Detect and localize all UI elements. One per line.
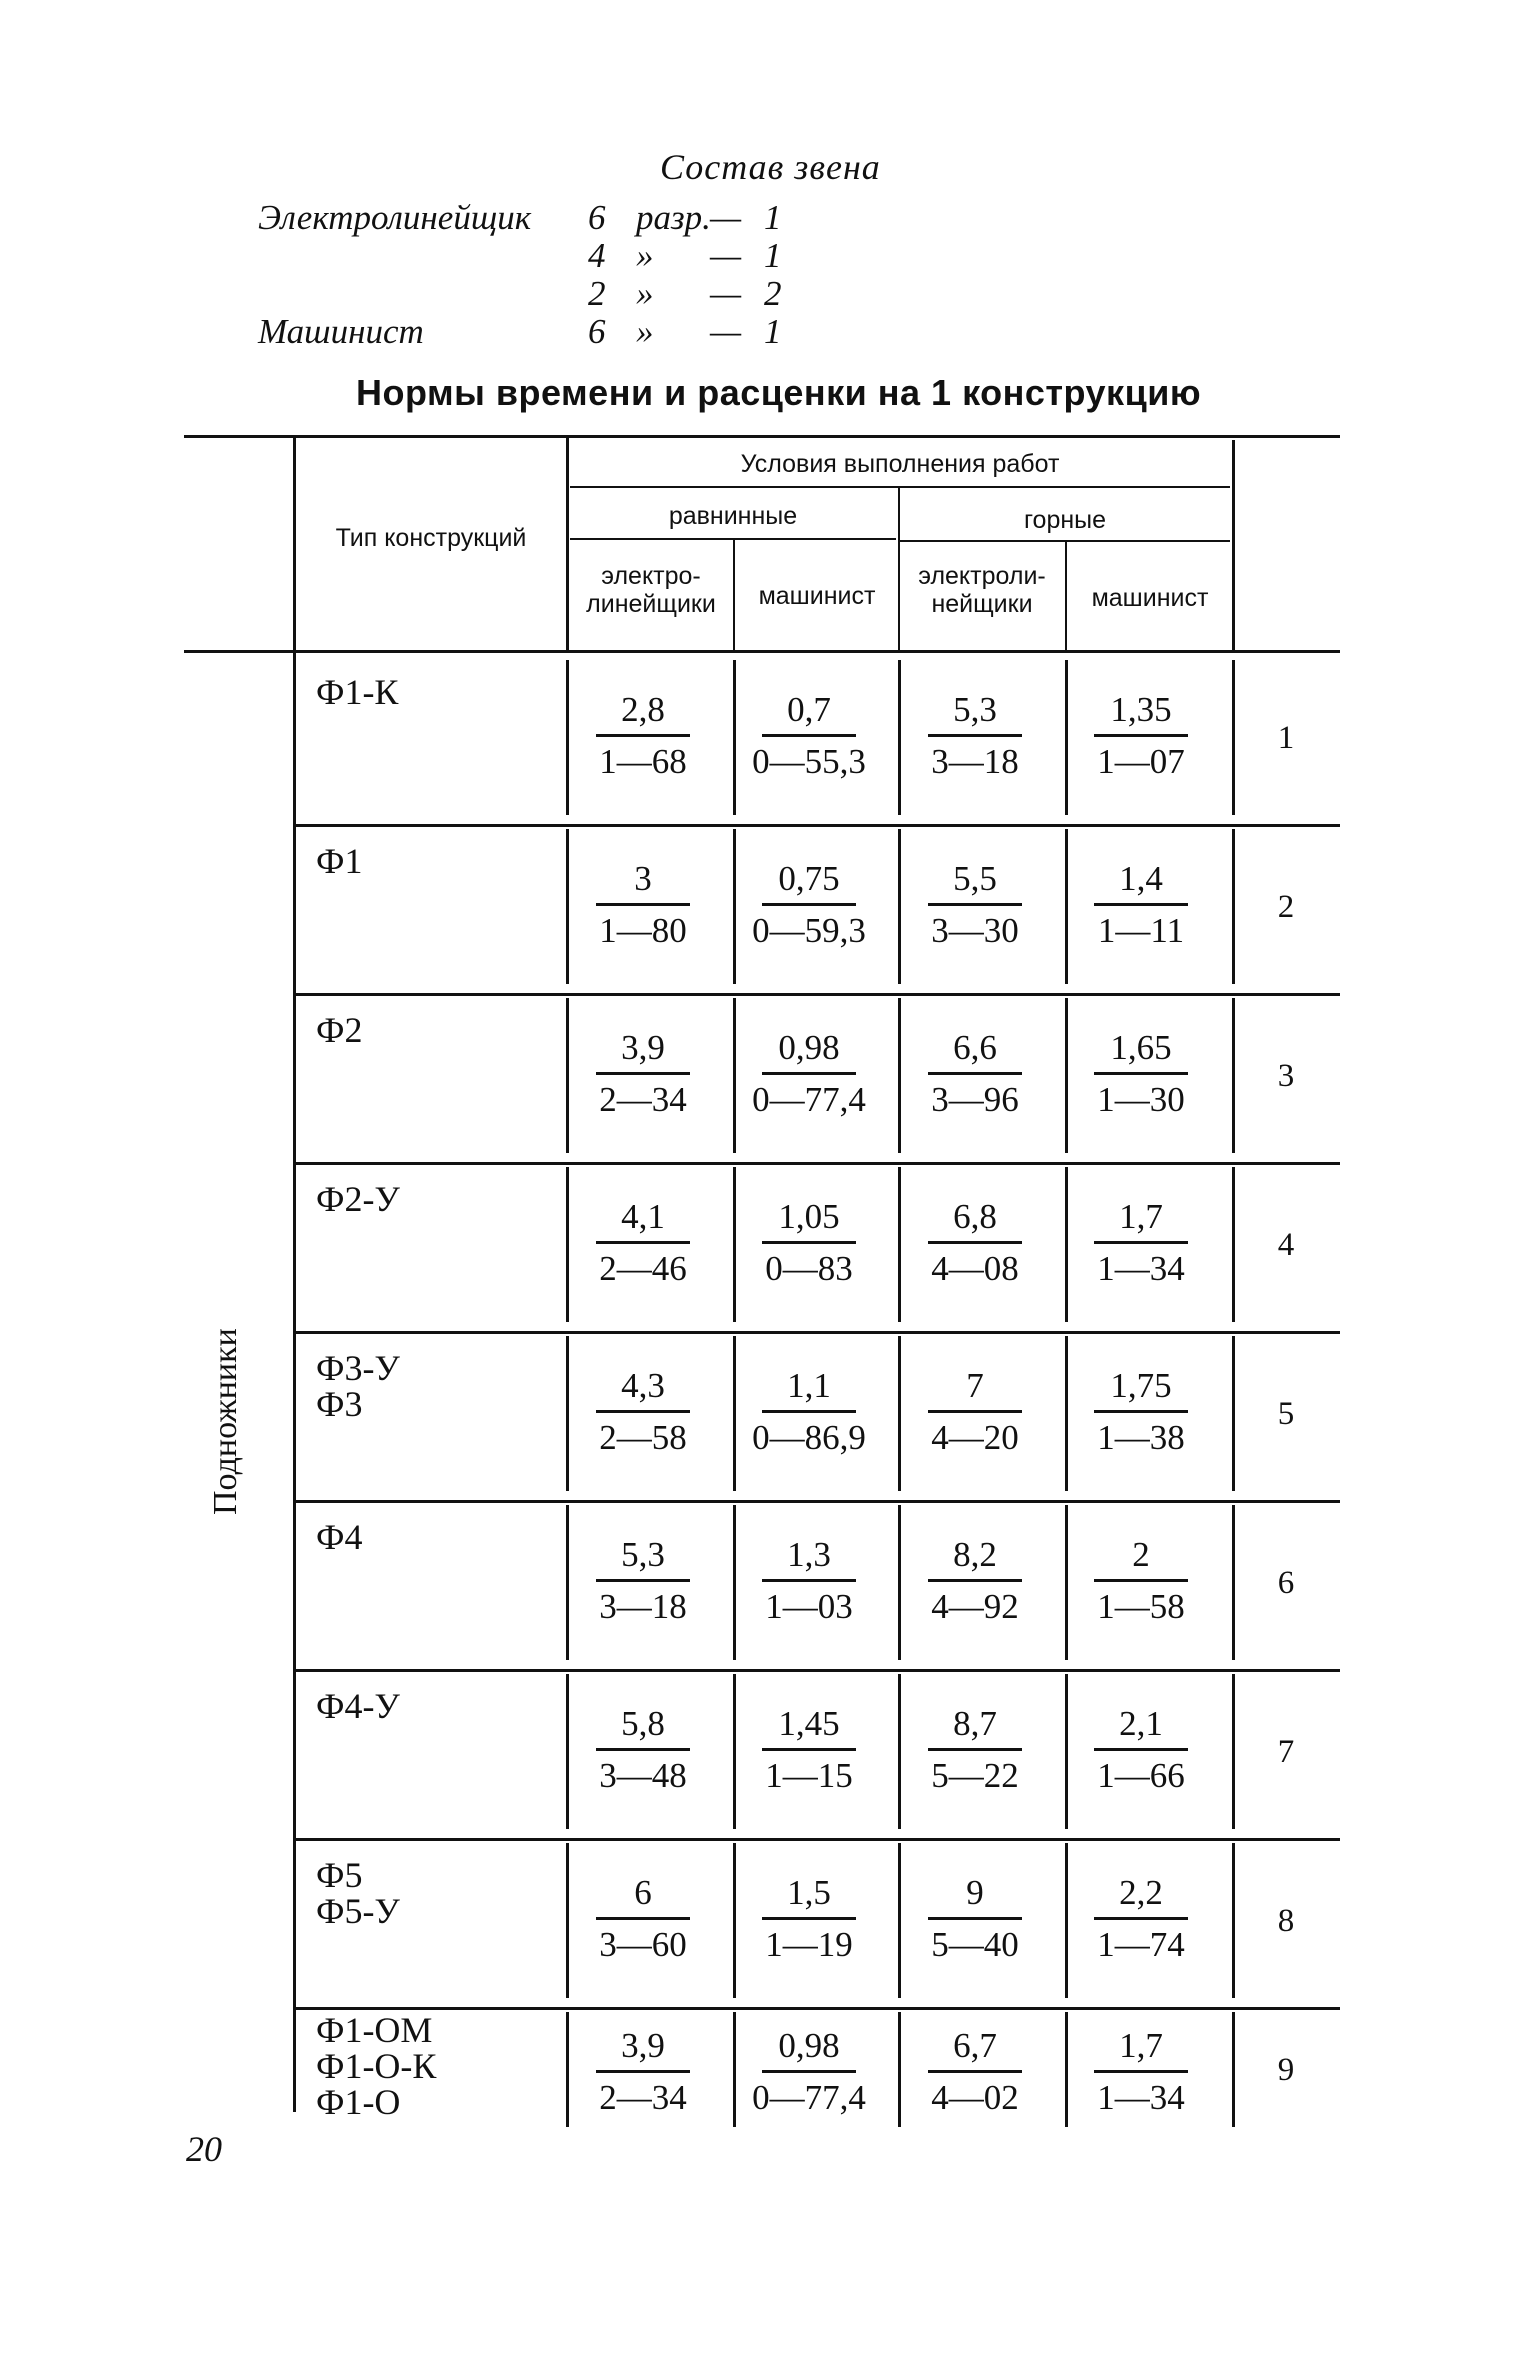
rate-value: 1—34	[1097, 1249, 1185, 1288]
row-number: 1	[1277, 720, 1295, 756]
cell-rule	[566, 1843, 569, 1998]
cell-rule	[1232, 1167, 1235, 1322]
rate-value: 1—30	[1097, 1080, 1185, 1119]
cell-rule	[1232, 2012, 1235, 2127]
mountain-operator-header: машинист	[1091, 584, 1209, 612]
rate-value: 1—68	[599, 742, 687, 781]
time-norm: 0,7	[787, 690, 831, 729]
page-number: 20	[186, 2129, 222, 2169]
construction-type: Ф5 Ф5-У	[316, 1855, 400, 1931]
cell-rule	[733, 829, 736, 984]
fraction-bar	[762, 1748, 856, 1751]
row-separator	[296, 1162, 1340, 1165]
rate-value: 2—34	[599, 1080, 687, 1119]
row-number: 4	[1277, 1227, 1295, 1263]
crew-count: 1	[764, 198, 782, 237]
crew-unit: разр.	[636, 198, 711, 237]
cell-rule	[566, 660, 569, 815]
cell-rule	[733, 998, 736, 1153]
crew-count: 1	[764, 312, 782, 351]
rate-value: 1—19	[765, 1925, 853, 1964]
cell-rule	[898, 1167, 901, 1322]
fraction-bar	[762, 1579, 856, 1582]
table-row	[296, 998, 1340, 1158]
time-norm: 5,3	[953, 690, 997, 729]
type-column-header: Тип конструкций	[335, 524, 527, 552]
crew-dash: —	[710, 274, 742, 313]
cell-rule	[1065, 1505, 1068, 1660]
table-row	[296, 1167, 1340, 1327]
cell-rule	[566, 1505, 569, 1660]
table-row	[296, 1843, 1340, 2003]
rate-value: 1—34	[1097, 2078, 1185, 2117]
rate-value: 0—59,3	[752, 911, 866, 950]
rate-value: 3—48	[599, 1756, 687, 1795]
rate-value: 4—08	[931, 1249, 1019, 1288]
row-separator	[296, 993, 1340, 996]
rate-value: 1—58	[1097, 1587, 1185, 1626]
fraction-bar	[928, 1072, 1022, 1075]
fraction-bar	[928, 734, 1022, 737]
cell-rule	[898, 1674, 901, 1829]
time-norm: 0,98	[778, 2026, 840, 2065]
table-title: Нормы времени и расценки на 1 конструкцию	[356, 372, 1202, 413]
table-row	[296, 1674, 1340, 1834]
row-separator	[296, 2007, 1340, 2010]
time-norm: 3,9	[621, 1028, 665, 1067]
time-norm: 1,4	[1119, 859, 1163, 898]
time-norm: 0,75	[778, 859, 840, 898]
crew-dash: —	[710, 198, 742, 237]
crew-count: 2	[764, 274, 782, 313]
time-norm: 2,2	[1119, 1873, 1163, 1912]
fraction-bar	[1094, 1579, 1188, 1582]
construction-type: Ф1-ОМ Ф1-О-К Ф1-О	[316, 2010, 437, 2122]
cell-rule	[898, 1843, 901, 1998]
time-norm: 0,98	[778, 1028, 840, 1067]
cell-rule	[1065, 1167, 1068, 1322]
time-norm: 1,5	[787, 1873, 831, 1912]
cell-rule	[566, 1674, 569, 1829]
rate-value: 0—77,4	[752, 1080, 866, 1119]
crew-grade: 2	[588, 274, 606, 313]
cell-rule	[566, 1336, 569, 1491]
crew-dash: —	[710, 312, 742, 351]
time-norm: 1,3	[787, 1535, 831, 1574]
time-norm: 1,75	[1110, 1366, 1172, 1405]
cell-rule	[898, 660, 901, 815]
fraction-bar	[1094, 1072, 1188, 1075]
fraction-bar	[596, 1748, 690, 1751]
fraction-bar	[1094, 734, 1188, 737]
rate-value: 4—20	[931, 1418, 1019, 1457]
fraction-bar	[762, 1917, 856, 1920]
time-norm: 4,1	[621, 1197, 665, 1236]
rate-value: 1—66	[1097, 1756, 1185, 1795]
time-norm: 1,05	[778, 1197, 840, 1236]
rate-value: 2—46	[599, 1249, 687, 1288]
construction-type: Ф4-У	[316, 1686, 400, 1726]
fraction-bar	[1094, 1410, 1188, 1413]
cell-rule	[566, 1167, 569, 1322]
time-norm: 6	[634, 1873, 652, 1912]
crew-title: Состав звена	[660, 147, 881, 187]
fraction-bar	[928, 2070, 1022, 2073]
header-rule-e	[1232, 440, 1235, 652]
time-norm: 3,9	[621, 2026, 665, 2065]
rate-value: 2—34	[599, 2078, 687, 2117]
cell-rule	[733, 1336, 736, 1491]
fraction-bar	[1094, 903, 1188, 906]
time-norm: 2	[1132, 1535, 1150, 1574]
time-norm: 1,45	[778, 1704, 840, 1743]
fraction-bar	[928, 1917, 1022, 1920]
row-number: 3	[1277, 1058, 1295, 1094]
cell-rule	[1232, 998, 1235, 1153]
rate-value: 1—38	[1097, 1418, 1185, 1457]
fraction-bar	[928, 1748, 1022, 1751]
fraction-bar	[1094, 2070, 1188, 2073]
row-number: 5	[1277, 1396, 1295, 1432]
cell-rule	[1065, 829, 1068, 984]
construction-type: Ф2-У	[316, 1179, 400, 1219]
cell-rule	[733, 1167, 736, 1322]
time-norm: 5,5	[953, 859, 997, 898]
cell-rule	[733, 1505, 736, 1660]
row-number: 6	[1277, 1565, 1295, 1601]
row-separator	[296, 1669, 1340, 1672]
cell-rule	[1065, 1674, 1068, 1829]
time-norm: 1,1	[787, 1366, 831, 1405]
fraction-bar	[1094, 1917, 1188, 1920]
time-norm: 6,6	[953, 1028, 997, 1067]
construction-type: Ф1	[316, 841, 363, 881]
fraction-bar	[928, 903, 1022, 906]
rate-value: 1—15	[765, 1756, 853, 1795]
cell-rule	[1065, 660, 1068, 815]
time-norm: 2,1	[1119, 1704, 1163, 1743]
fraction-bar	[762, 1072, 856, 1075]
conditions-header: Условия выполнения работ	[740, 450, 1060, 478]
fraction-bar	[928, 1579, 1022, 1582]
cell-rule	[733, 1843, 736, 1998]
cell-rule	[566, 998, 569, 1153]
time-norm: 9	[966, 1873, 984, 1912]
fraction-bar	[762, 903, 856, 906]
row-separator	[296, 824, 1340, 827]
fraction-bar	[596, 1241, 690, 1244]
fraction-bar	[596, 903, 690, 906]
crew-dash: —	[710, 236, 742, 275]
construction-type: Ф4	[316, 1517, 363, 1557]
time-norm: 6,7	[953, 2026, 997, 2065]
fraction-bar	[596, 2070, 690, 2073]
crew-grade: 6	[588, 198, 606, 237]
table-row	[296, 1505, 1340, 1665]
time-norm: 5,3	[621, 1535, 665, 1574]
crew-unit: »	[636, 312, 654, 351]
rate-value: 3—96	[931, 1080, 1019, 1119]
fraction-bar	[1094, 1241, 1188, 1244]
fraction-bar	[762, 1241, 856, 1244]
rate-value: 4—92	[931, 1587, 1019, 1626]
rate-value: 0—86,9	[752, 1418, 866, 1457]
cell-rule	[1065, 998, 1068, 1153]
time-norm: 8,7	[953, 1704, 997, 1743]
cell-rule	[566, 829, 569, 984]
cell-rule	[898, 1505, 901, 1660]
rate-value: 5—22	[931, 1756, 1019, 1795]
mountain-header: горные	[1023, 506, 1107, 534]
row-separator	[296, 1500, 1340, 1503]
flat-operator-header: машинист	[758, 582, 876, 610]
cell-rule	[733, 660, 736, 815]
fraction-bar	[762, 1410, 856, 1413]
row-number: 8	[1277, 1903, 1295, 1939]
time-norm: 6,8	[953, 1197, 997, 1236]
cell-rule	[898, 998, 901, 1153]
time-norm: 5,8	[621, 1704, 665, 1743]
rate-value: 0—77,4	[752, 2078, 866, 2117]
rate-value: 3—18	[599, 1587, 687, 1626]
mountain-electricians-header: электроли- нейщики	[918, 562, 1046, 618]
table-row	[296, 660, 1340, 820]
side-label: Подножники	[207, 1328, 244, 1515]
construction-type: Ф1-К	[316, 672, 399, 712]
rate-value: 1—03	[765, 1587, 853, 1626]
rate-value: 4—02	[931, 2078, 1019, 2117]
cell-rule	[1232, 660, 1235, 815]
rate-value: 0—55,3	[752, 742, 866, 781]
rate-value: 1—80	[599, 911, 687, 950]
row-number: 9	[1277, 2052, 1295, 2088]
table-row	[296, 829, 1340, 989]
flat-header: равнинные	[668, 502, 798, 530]
header-bottom-rule	[184, 650, 1340, 653]
flat-electricians-header: электро- линейщики	[586, 562, 716, 618]
time-norm: 7	[966, 1366, 984, 1405]
fraction-bar	[596, 1072, 690, 1075]
fraction-bar	[928, 1241, 1022, 1244]
construction-type: Ф2	[316, 1010, 363, 1050]
time-norm: 1,7	[1119, 1197, 1163, 1236]
conditions-rule	[570, 486, 1230, 488]
time-norm: 1,35	[1110, 690, 1172, 729]
construction-type: Ф3-У Ф3	[316, 1348, 400, 1424]
cell-rule	[1232, 1843, 1235, 1998]
row-separator	[296, 1331, 1340, 1334]
rate-value: 5—40	[931, 1925, 1019, 1964]
fraction-bar	[762, 734, 856, 737]
fraction-bar	[596, 1579, 690, 1582]
cell-rule	[1232, 1505, 1235, 1660]
time-norm: 1,7	[1119, 2026, 1163, 2065]
time-norm: 8,2	[953, 1535, 997, 1574]
crew-grade: 4	[588, 236, 606, 275]
cell-rule	[1065, 1843, 1068, 1998]
fraction-bar	[596, 1410, 690, 1413]
table-top-rule	[184, 435, 1340, 438]
fraction-bar	[928, 1410, 1022, 1413]
row-separator	[296, 1838, 1340, 1841]
cell-rule	[1232, 829, 1235, 984]
fraction-bar	[1094, 1748, 1188, 1751]
fraction-bar	[596, 1917, 690, 1920]
rate-value: 1—74	[1097, 1925, 1185, 1964]
time-norm: 1,65	[1110, 1028, 1172, 1067]
cell-rule	[733, 1674, 736, 1829]
cell-rule	[1232, 1336, 1235, 1491]
crew-role: Машинист	[258, 312, 424, 351]
crew-grade: 6	[588, 312, 606, 351]
cell-rule	[1065, 1336, 1068, 1491]
table-row	[296, 2012, 1340, 2132]
crew-role: Электролинейщик	[258, 198, 532, 237]
crew-unit: »	[636, 236, 654, 275]
time-norm: 3	[634, 859, 652, 898]
cell-rule	[1232, 1674, 1235, 1829]
rate-value: 3—18	[931, 742, 1019, 781]
fraction-bar	[762, 2070, 856, 2073]
table-row	[296, 1336, 1340, 1496]
rate-value: 1—11	[1097, 911, 1185, 950]
rate-value: 2—58	[599, 1418, 687, 1457]
row-number: 2	[1277, 889, 1295, 925]
time-norm: 4,3	[621, 1366, 665, 1405]
crew-count: 1	[764, 236, 782, 275]
crew-unit: »	[636, 274, 654, 313]
rate-value: 3—60	[599, 1925, 687, 1964]
row-number: 7	[1277, 1734, 1295, 1770]
time-norm: 2,8	[621, 690, 665, 729]
rate-value: 3—30	[931, 911, 1019, 950]
rate-value: 1—07	[1097, 742, 1185, 781]
cell-rule	[898, 829, 901, 984]
fraction-bar	[596, 734, 690, 737]
cell-rule	[898, 1336, 901, 1491]
rate-value: 0—83	[765, 1249, 853, 1288]
header-rule-a	[566, 435, 569, 652]
